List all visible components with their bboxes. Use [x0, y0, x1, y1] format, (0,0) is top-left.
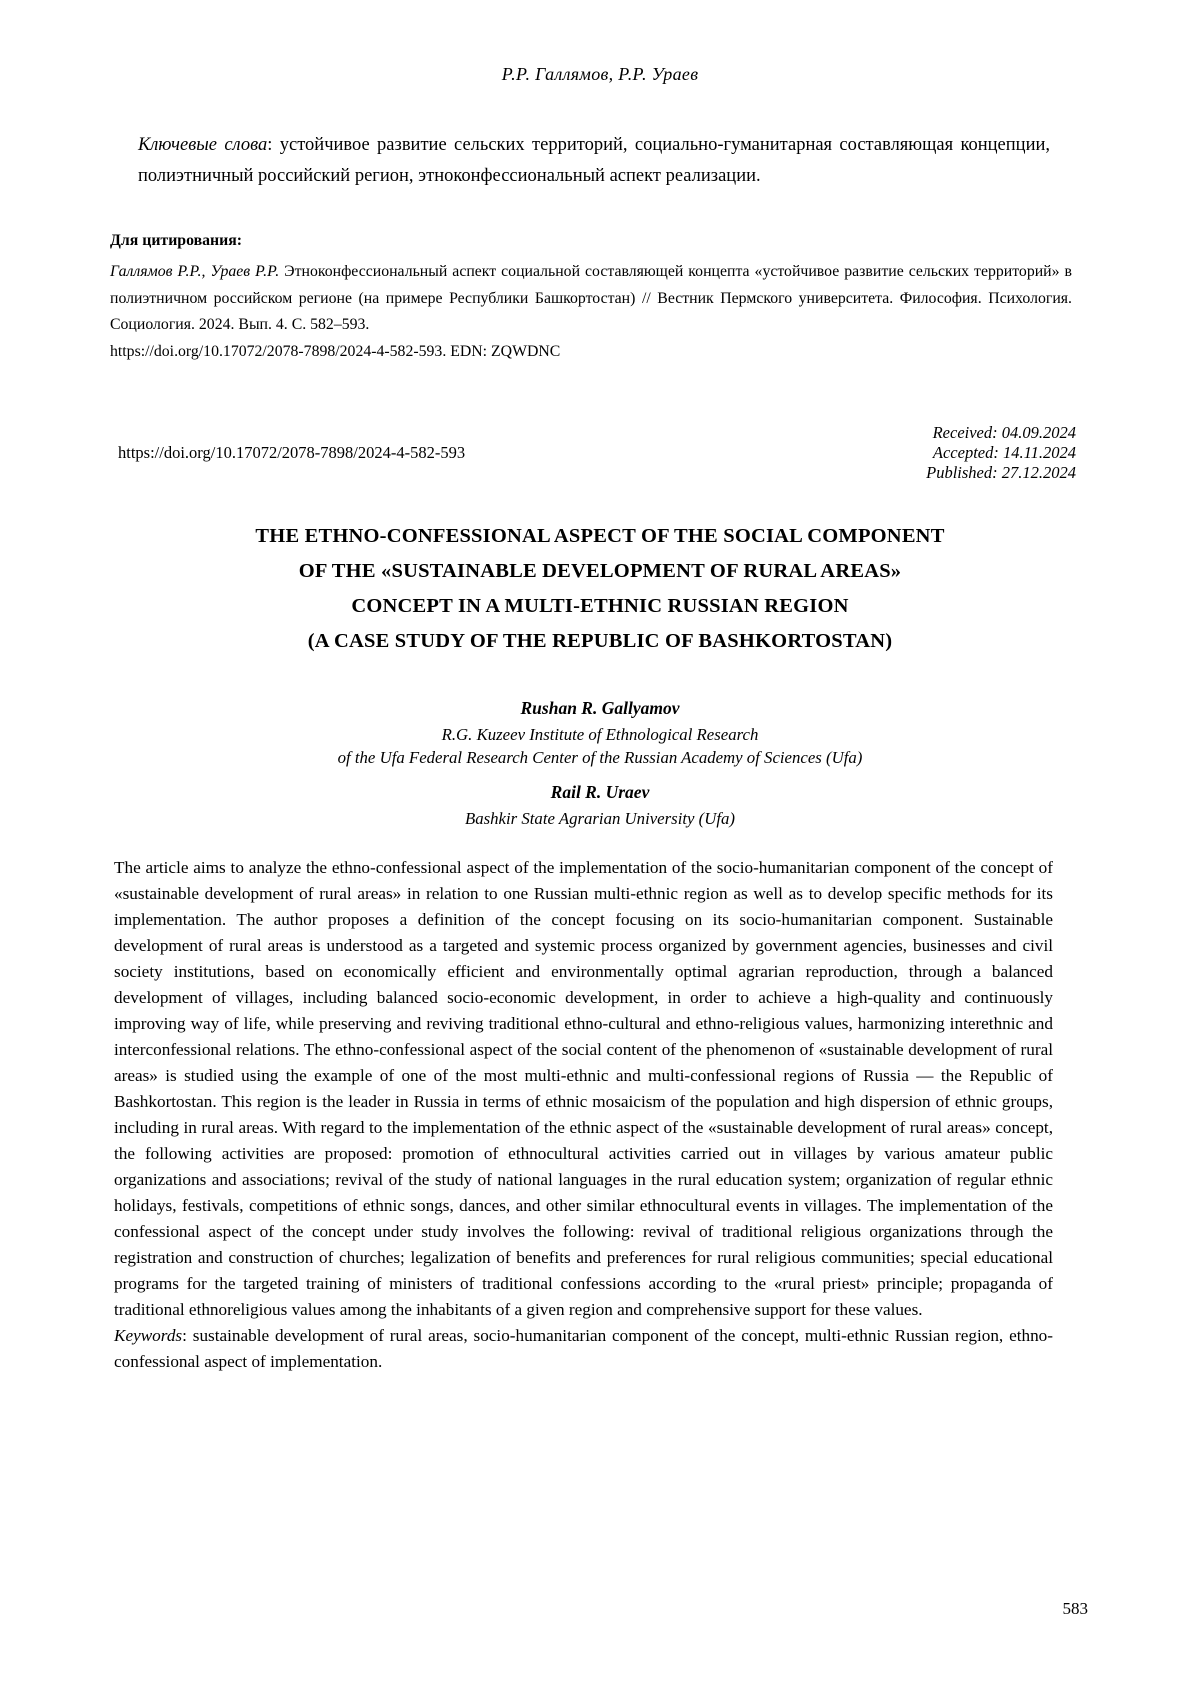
running-head: Р.Р. Галлямов, Р.Р. Ураев — [501, 64, 699, 84]
keywords-ru-label: Ключевые слова — [138, 135, 268, 155]
affiliation-line: R.G. Kuzeev Institute of Ethnological Research — [441, 725, 759, 744]
author-affiliation — [110, 724, 1090, 769]
author-name: Rushan R. Gallyamov — [520, 698, 680, 718]
citation-paragraph — [110, 259, 1072, 339]
article-doi-link[interactable]: https://doi.org/10.17072/2078-7898/2024-4-582-593 — [118, 443, 466, 462]
title-line: THE ETHNO-CONFESSIONAL ASPECT OF THE SOCIAL COMPONENT — [255, 525, 945, 547]
citation-authors: Галлямов Р.Р., Ураев Р.Р. — [110, 263, 280, 280]
keywords-en-paragraph — [114, 1323, 1053, 1375]
citation-text: Этноконфессиональный аспект социальной составляющей концепта «устойчивое развитие сельских территорий» в полиэтничном российском регионе (на примере Республики Башкортостан) // Вестник Пермского университета. Философия. Психология. Социология. 2024. Вып. 4. С. 582–593. — [110, 263, 1072, 333]
author-affiliation — [110, 808, 1090, 831]
article-title — [110, 519, 1090, 659]
page-number: 583 — [1062, 1599, 1088, 1618]
accepted-date: Accepted: 14.11.2024 — [932, 443, 1076, 462]
citation-doi-link[interactable]: https://doi.org/10.17072/2078-7898/2024-4-582-593. EDN: ZQWDNC — [110, 342, 561, 360]
abstract-block — [114, 855, 1053, 1375]
citation-heading: Для цитирования: — [110, 232, 243, 249]
abstract-text: The article aims to analyze the ethno-confessional aspect of the implementation of the socio-humanitarian component of the concept of «sustainable development of rural areas» in relation to one Russian multi-ethnic region as well as to develop specific methods for its implementation. The author proposes a definition of the concept focusing on its socio-humanitarian component. Sustainable development of rural areas is understood as a targeted and systemic process organized by government agencies, businesses and civil society institutions, based on economically efficient and environmentally optimal agrarian reproduction, through a balanced development of villages, including balanced socio-economic development, in order to achieve a high-quality and continuously improving way of life, while preserving and reviving traditional ethno-cultural and ethno-religious values, harmonizing interethnic and interconfessional relations. The ethno-confessional aspect of the social content of the phenomenon of «sustainable development of rural areas» is studied using the example of one of the most multi-ethnic and multi-confessional regions of Russia — the Republic of Bashkortostan. This region is the leader in Russia in terms of ethnic mosaicism of the population and high dispersion of ethnic groups, including in rural areas. With regard to the implementation of the ethnic aspect of the «sustainable development of rural areas» concept, the following activities are proposed: promotion of ethnocultural activities carried out in villages by various amateur public organizations and associations; revival of the study of national languages in the rural education system; organization of regular ethnic holidays, festivals, competitions of ethnic songs, dances, and other similar ethnocultural events in villages. The implementation of the confessional aspect of the concept under study involves the following: revival of traditional religious organizations through the registration and construction of churches; legalization of benefits and preferences for rural religious communities; special educational programs for the targeted training of ministers of traditional confessions according to the «rural priest» principle; propaganda of traditional ethnoreligious values among the inhabitants of a given region and comprehensive support for these values. — [114, 857, 1053, 1319]
title-line: (A CASE STUDY OF THE REPUBLIC OF BASHKORTOSTAN) — [307, 630, 893, 652]
title-line: CONCEPT IN A MULTI-ETHNIC RUSSIAN REGION — [351, 595, 849, 617]
authors-block — [110, 685, 1090, 831]
author-name: Rail R. Uraev — [550, 782, 650, 802]
title-line: OF THE «SUSTAINABLE DEVELOPMENT OF RURAL AREAS» — [298, 560, 902, 582]
published-date: Published: 27.12.2024 — [926, 463, 1076, 482]
page-footer — [110, 1599, 1090, 1619]
keywords-ru-text: : устойчивое развитие сельских территорий, социально-гуманитарная составляющая концепции, полиэтничный российский регион, этноконфессиональный аспект реализации. — [138, 135, 1050, 186]
keywords-ru-paragraph — [138, 130, 1050, 192]
meta-row — [110, 423, 1090, 483]
keywords-en-label: Keywords — [114, 1325, 183, 1345]
received-date: Received: 04.09.2024 — [932, 423, 1076, 442]
keywords-en-text: : sustainable development of rural areas, socio-humanitarian component of the concept, multi-ethnic Russian region, ethno-confessional aspect of implementation. — [114, 1325, 1053, 1371]
affiliation-line: of the Ufa Federal Research Center of the Russian Academy of Sciences (Ufa) — [337, 747, 863, 767]
dates-block — [926, 423, 1076, 483]
affiliation-line: Bashkir State Agrarian University (Ufa) — [464, 809, 736, 828]
